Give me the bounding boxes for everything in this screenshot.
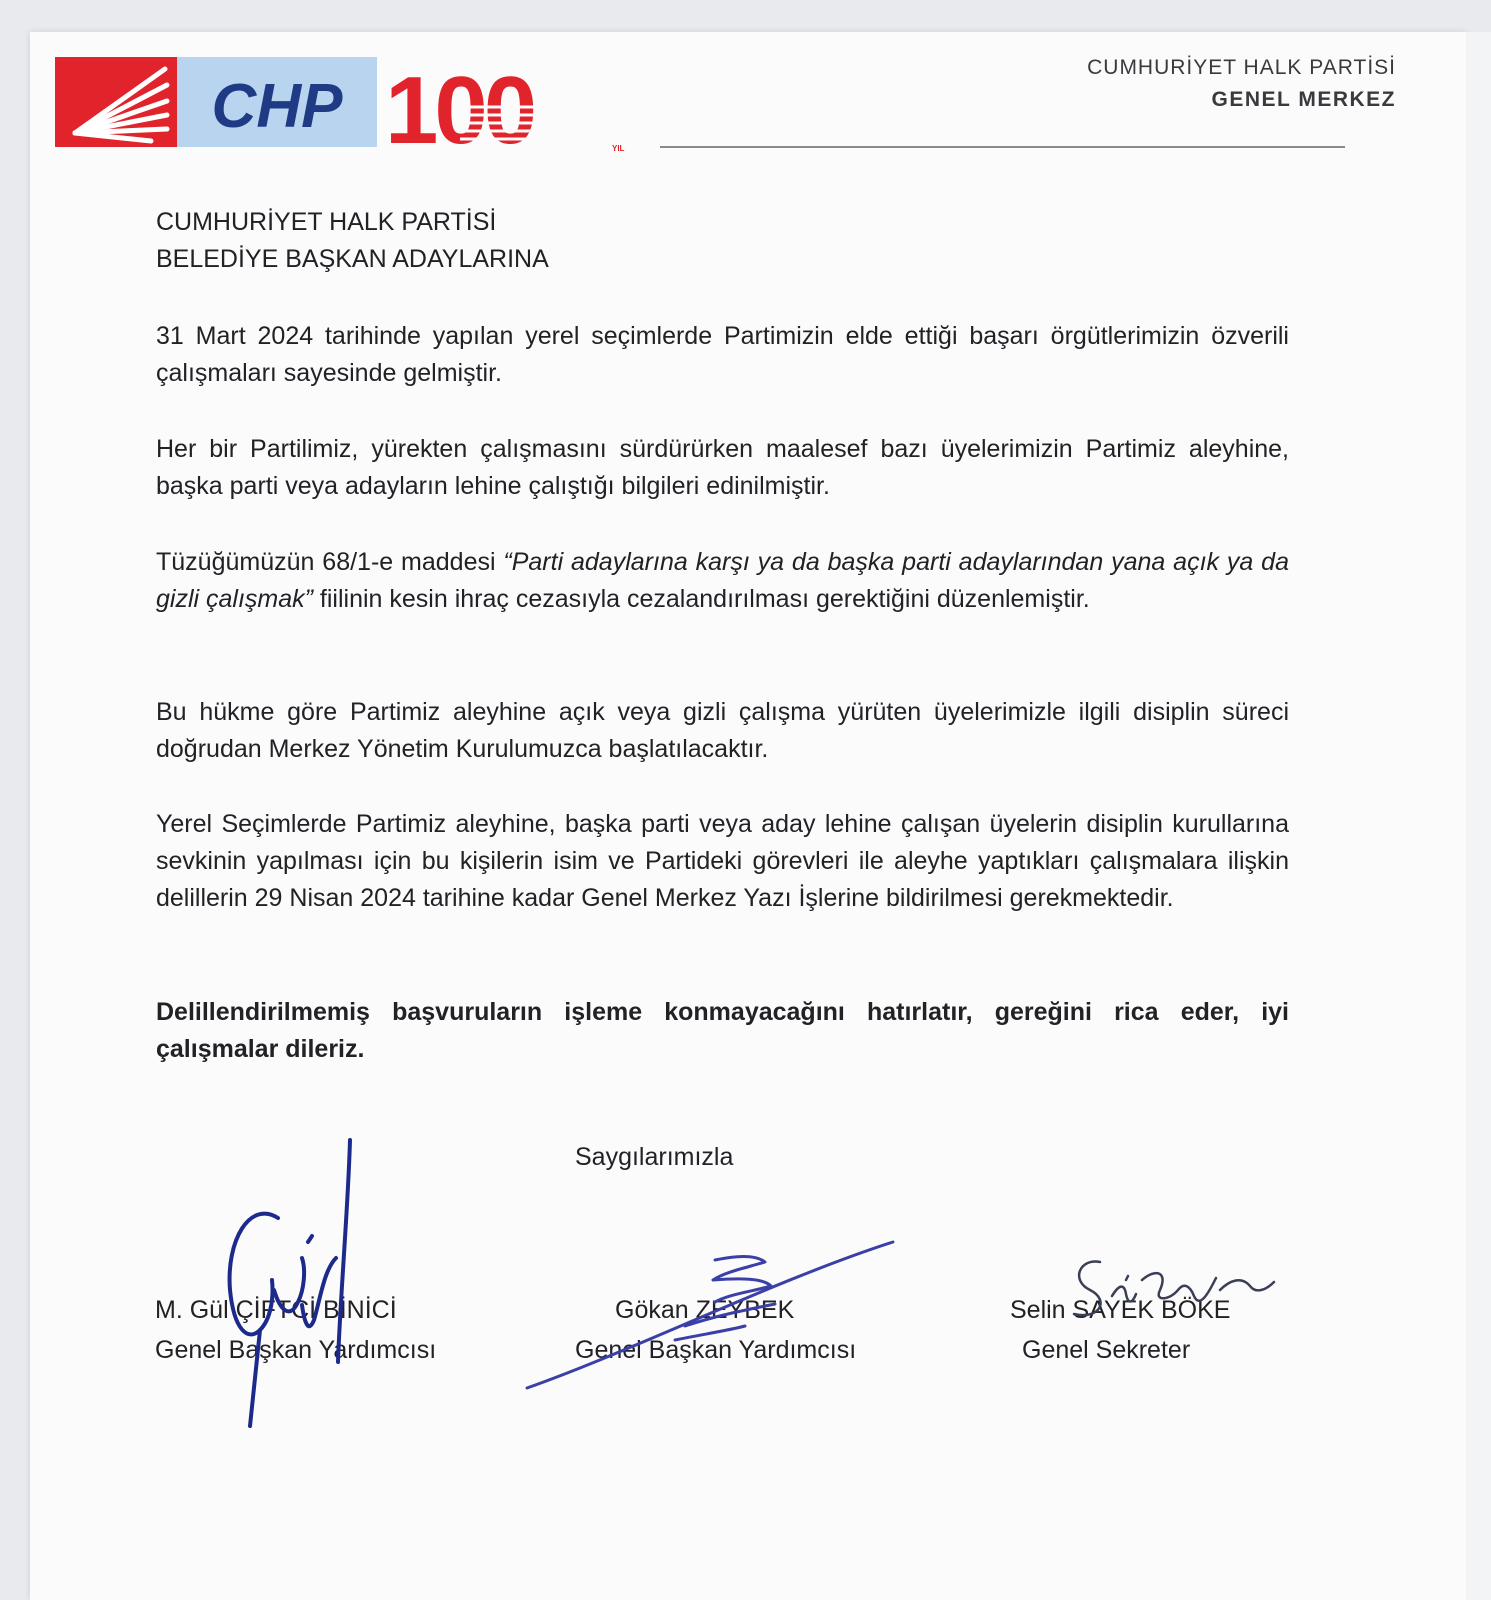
signature-3 bbox=[1060, 1250, 1280, 1330]
org-department: GENEL MERKEZ bbox=[1211, 88, 1396, 111]
signature-1 bbox=[190, 1130, 360, 1440]
signer-2-name: Gökan ZEYBEK bbox=[615, 1296, 795, 1324]
addressee bbox=[156, 204, 1296, 278]
paragraph-3-rest: fiilinin kesin ihraç cezasıyla cezalandırılması gerektiğini düzenlemiştir. bbox=[312, 585, 1090, 613]
page-edge bbox=[1466, 32, 1491, 1600]
paragraph-5: Yerel Seçimlerde Partimiz aleyhine, başka parti veya aday lehine çalışan üyelerin disiplin kurullarına sevkinin yapılması için bu kişilerin isim ve Partideki görevleri ile aleyhe yaptıkları çalışmalara ilişkin delillerin 29 Nisan 2024 tarihine kadar Genel Merkez Yazı İşlerine bildirilmesi gerekmektedir. bbox=[156, 810, 1289, 912]
paragraph-3-quote: “Parti adaylarına karşı ya da başka parti adaylarından yana açık ya da gizli çalışmak” bbox=[156, 548, 1289, 613]
signer-1-title: Genel Başkan Yardımcısı bbox=[155, 1336, 437, 1364]
header-divider bbox=[660, 146, 1345, 148]
signer-3-name: Selin SAYEK BÖKE bbox=[1010, 1296, 1231, 1324]
paragraph-3 bbox=[156, 544, 1289, 618]
addressee-line-1: CUMHURİYET HALK PARTİSİ bbox=[156, 208, 497, 236]
paragraph-6: Delillendirilmemiş başvuruların işleme konmayacağını hatırlatır, gereğini rica eder, iyi çalışmalar dileriz. bbox=[156, 998, 1289, 1063]
signer-1-name: M. Gül ÇİFTCİ BİNİCİ bbox=[155, 1296, 397, 1324]
logo-text: CHP bbox=[211, 72, 343, 141]
org-header bbox=[1087, 53, 1396, 117]
logo-number: 100 bbox=[385, 57, 534, 155]
closing-salutation: Saygılarımızla bbox=[575, 1143, 734, 1171]
paragraph-3-intro: Tüzüğümüzün 68/1-e maddesi bbox=[156, 548, 504, 576]
signature-2 bbox=[525, 1230, 905, 1400]
signer-2-title: Genel Başkan Yardımcısı bbox=[575, 1336, 857, 1364]
org-name: CUMHURİYET HALK PARTİSİ bbox=[1087, 56, 1396, 79]
signer-3-title: Genel Sekreter bbox=[1022, 1336, 1191, 1364]
logo-suffix: YIL bbox=[612, 144, 625, 153]
addressee-line-2: BELEDİYE BAŞKAN ADAYLARINA bbox=[156, 245, 549, 273]
paragraph-4: Bu hükme göre Partimiz aleyhine açık veya gizli çalışma yürüten üyelerimizle ilgili disiplin süreci doğrudan Merkez Yönetim Kurulumuzca başlatılacaktır. bbox=[156, 698, 1289, 763]
paragraph-1: 31 Mart 2024 tarihinde yapılan yerel seçimlerde Partimizin elde ettiği başarı örgütlerimizin özverili çalışmaları sayesinde gelmiştir. bbox=[156, 322, 1289, 387]
chp-100-logo bbox=[55, 55, 655, 155]
paragraph-2: Her bir Partilimiz, yürekten çalışmasını sürdürürken maalesef bazı üyelerimizin Partimiz aleyhine, başka parti veya adayların lehine çalıştığı bilgileri edinilmiştir. bbox=[156, 435, 1289, 500]
